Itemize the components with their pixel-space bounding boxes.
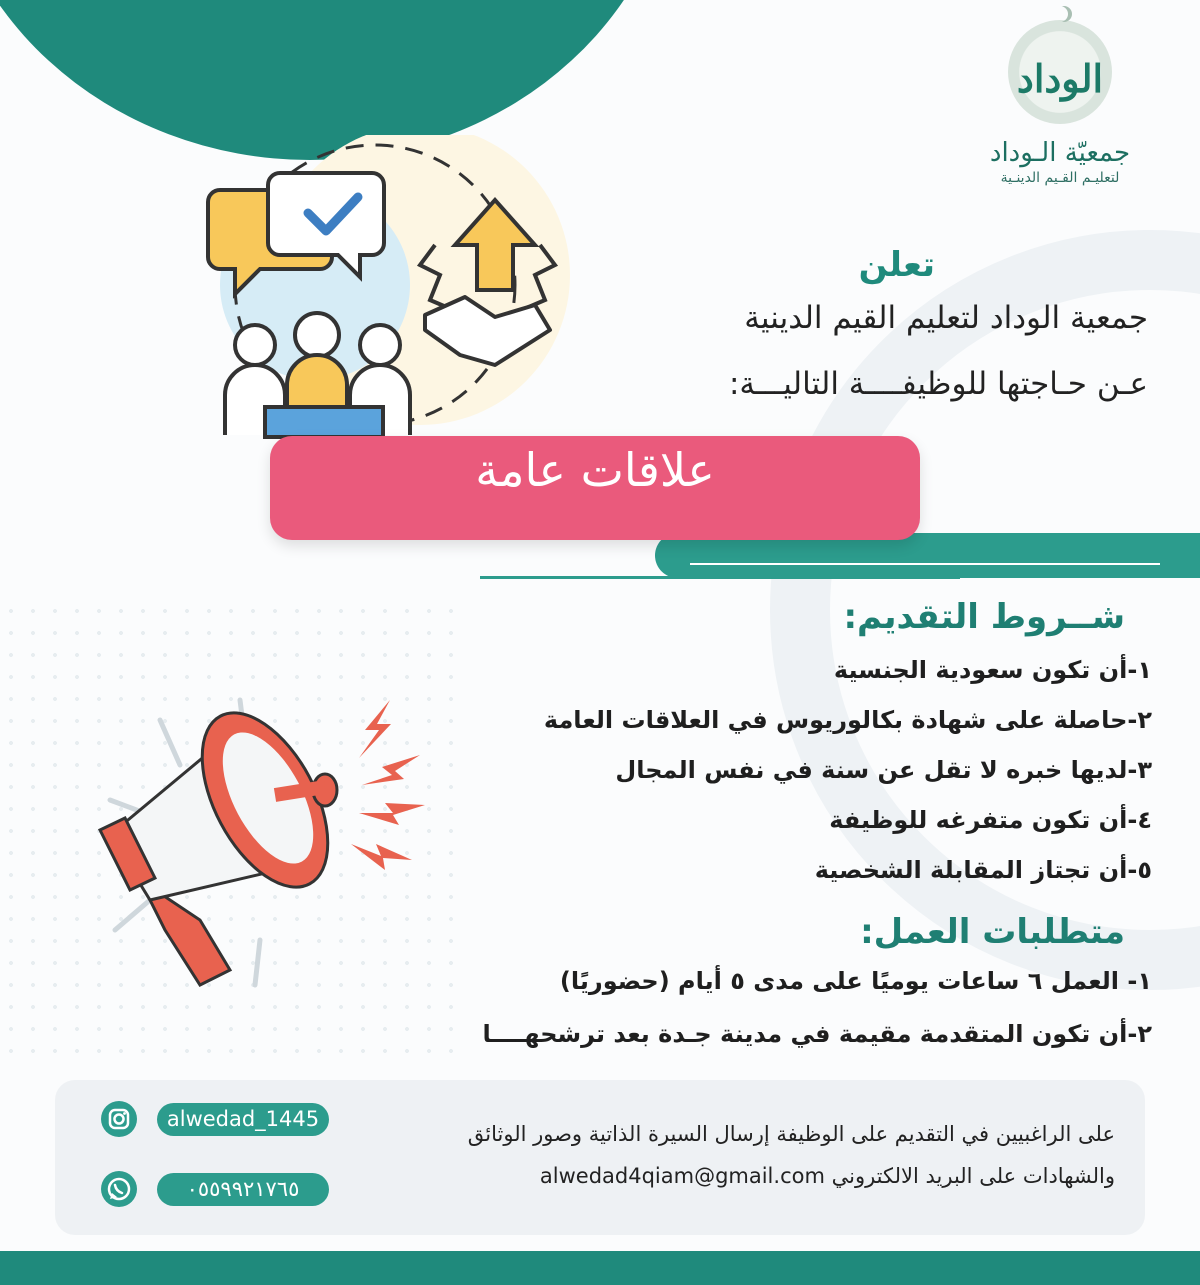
footer-bar <box>0 1251 1200 1285</box>
need-line: عـن حـاجتها للوظيفــــة التاليـــة: <box>728 366 1148 402</box>
megaphone-icon <box>100 693 354 985</box>
contact-email-line: والشهادات على البريد الالكتروني alwedad4qiam@gmail.com <box>539 1164 1115 1188</box>
megaphone-illustration <box>90 690 470 1000</box>
conditions-title: شــروط التقديم: <box>843 597 1125 637</box>
requirement-item: ١- العمل ٦ ساعات يوميًا على مدى ٥ أيام (حضوريًا) <box>559 967 1152 995</box>
organization-line: جمعية الوداد لتعليم القيم الدينية <box>744 300 1148 336</box>
requirements-title: متطلبات العمل: <box>860 912 1125 952</box>
logo <box>960 20 1160 215</box>
phone-number[interactable]: ٠٥٥٩٩٢١٧٦٥ <box>157 1173 329 1206</box>
announcement-verb: تعلن <box>858 245 935 285</box>
requirement-item: ٢-أن تكون المتقدمة مقيمة في مدينة جـدة بعد ترشحهــــا <box>482 1020 1152 1048</box>
logo-subtitle: لتعليـم القـيم الدينـية <box>1000 170 1120 186</box>
condition-item: ٢-حاصلة على شهادة بكالوريوس في العلاقات العامة <box>543 706 1152 734</box>
divider-line <box>480 576 960 579</box>
contact-instruction: على الراغبيين في التقديم على الوظيفة إرسال السيرة الذاتية وصور الوثائق <box>467 1122 1115 1146</box>
accent-line <box>690 563 1160 565</box>
logo-emblem <box>1008 20 1112 124</box>
whatsapp-icon <box>101 1171 137 1207</box>
condition-item: ٣-لديها خبره لا تقل عن سنة في نفس المجال <box>615 756 1152 784</box>
condition-item: ٤-أن تكون متفرغه للوظيفة <box>829 806 1152 834</box>
instagram-handle[interactable]: alwedad_1445 <box>157 1103 329 1136</box>
people-icon <box>225 313 410 437</box>
logo-name: جمعيّة الـوداد <box>989 138 1131 168</box>
condition-item: ٥-أن تجتاز المقابلة الشخصية <box>814 856 1152 884</box>
instagram-icon <box>101 1101 137 1137</box>
job-title: علاقات عامة <box>475 443 715 497</box>
logo-emblem-text: الوداد <box>1016 56 1104 101</box>
condition-item: ١-أن تكون سعودية الجنسية <box>833 656 1152 684</box>
lightning-icon <box>351 700 425 870</box>
teamwork-illustration <box>195 135 575 440</box>
crescent-icon <box>1052 6 1068 22</box>
